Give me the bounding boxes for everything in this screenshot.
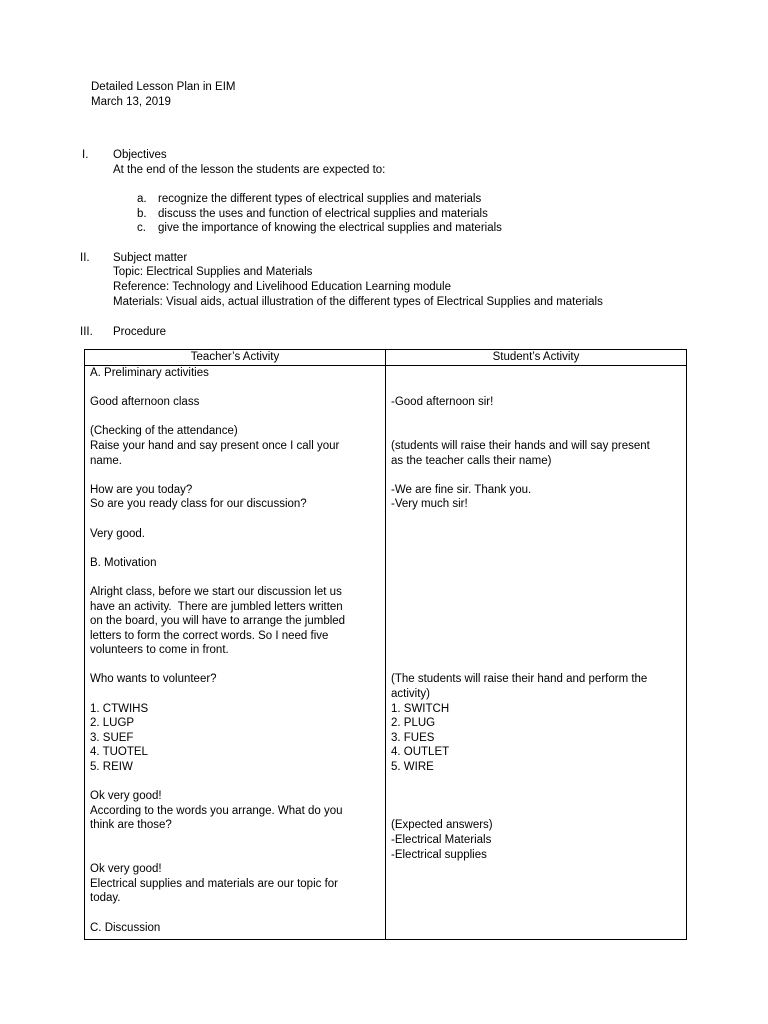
activity-line: Very good.: [90, 527, 145, 540]
activity-line: as the teacher calls their name): [391, 454, 552, 467]
activity-line: 5. WIRE: [391, 761, 434, 774]
activity-line: think are those?: [90, 819, 172, 832]
activity-line: [90, 381, 380, 396]
activity-line: name.: [90, 454, 122, 467]
activity-line: [90, 906, 380, 921]
student-activity-header: Student’s Activity: [386, 350, 687, 366]
activity-line: [90, 658, 380, 673]
activity-line: A. Preliminary activities: [90, 367, 209, 379]
activity-line: 2. PLUG: [391, 717, 436, 730]
table-header-row: [85, 350, 687, 366]
section-number: III.: [80, 326, 93, 338]
activity-line: [391, 775, 681, 790]
section-number: I.: [82, 149, 89, 161]
activity-line: [90, 541, 380, 556]
document-date: March 13, 2019: [91, 95, 171, 108]
activity-line: Ok very good!: [90, 863, 162, 876]
list-item: give the importance of knowing the electrical supplies and materials: [158, 222, 502, 234]
activity-line: Who wants to volunteer?: [90, 673, 217, 686]
activity-line: [391, 366, 681, 381]
activity-line: 4. OUTLET: [391, 746, 450, 759]
activity-line: have an activity. There are jumbled letters written: [90, 600, 343, 613]
activity-line: -Electrical supplies: [391, 848, 487, 861]
activity-line: 1. CTWIHS: [90, 702, 149, 715]
activity-line: today.: [90, 892, 121, 905]
activity-line: 3. FUES: [391, 731, 435, 744]
teacher-activity-cell: [85, 366, 386, 940]
list-letter: c.: [137, 222, 146, 234]
activity-line: 3. SUEF: [90, 731, 134, 744]
activity-line: [90, 570, 380, 585]
activity-line: [90, 410, 380, 425]
list-letter: a.: [137, 193, 147, 205]
activity-line: -Very much sir!: [391, 498, 468, 511]
document-title: Detailed Lesson Plan in EIM: [91, 81, 236, 93]
list-item: recognize the different types of electrical supplies and materials: [158, 193, 482, 205]
activity-line: [391, 585, 681, 600]
document-header: [91, 80, 235, 109]
activity-line: [391, 789, 681, 804]
activity-line: [391, 527, 681, 542]
activity-line: Electrical supplies and materials are our topic for: [90, 877, 339, 890]
list-item: discuss the uses and function of electrical supplies and materials: [158, 208, 488, 220]
section-title: Procedure: [113, 326, 167, 338]
activity-line: [391, 381, 681, 396]
activity-line: Good afternoon class: [90, 396, 200, 409]
activity-line: Raise your hand and say present once I call your: [90, 439, 340, 452]
activity-line: -We are fine sir. Thank you.: [391, 483, 532, 496]
teacher-activity-header: Teacher’s Activity: [85, 350, 386, 366]
activity-line: [90, 468, 380, 483]
activity-line: [391, 541, 681, 556]
section-number: II.: [80, 252, 90, 264]
activity-line: [90, 848, 380, 863]
section-title: Subject matter: [113, 252, 188, 264]
activity-line: B. Motivation: [90, 556, 157, 569]
activity-line: activity): [391, 688, 430, 701]
activity-line: How are you today?: [90, 483, 193, 496]
list-letter: b.: [137, 208, 147, 220]
activity-line: [90, 833, 380, 848]
activity-line: [90, 775, 380, 790]
activity-line: According to the words you arrange. What do you: [90, 804, 343, 817]
activity-line: (students will raise their hands and will say present: [391, 439, 650, 452]
activity-line: [90, 687, 380, 702]
activity-line: 2. LUGP: [90, 717, 135, 730]
activity-line: volunteers to come in front.: [90, 644, 229, 657]
activity-line: Alright class, before we start our discussion let us: [90, 585, 342, 598]
activity-line: [391, 556, 681, 571]
activity-line: (Expected answers): [391, 819, 493, 832]
activity-line: Ok very good!: [90, 790, 162, 803]
subject-materials: Materials: Visual aids, actual illustration of the different types of Electrical Supplies and materials: [113, 296, 603, 308]
activity-line: [391, 468, 681, 483]
subject-reference: Reference: Technology and Livelihood Education Learning module: [113, 281, 451, 293]
activity-line: [391, 658, 681, 673]
objectives-intro: At the end of the lesson the students are expected to:: [113, 164, 386, 176]
activity-line: [391, 629, 681, 644]
activity-line: letters to form the correct words. So I need five: [90, 629, 329, 642]
activity-line: (The students will raise their hand and perform the: [391, 673, 648, 686]
activity-line: [391, 570, 681, 585]
subject-topic: Topic: Electrical Supplies and Materials: [113, 266, 313, 278]
activity-line: on the board, you will have to arrange the jumbled: [90, 615, 346, 628]
student-activity-cell: [386, 366, 687, 940]
activity-line: [391, 804, 681, 819]
activity-line: [391, 600, 681, 615]
activity-line: [391, 614, 681, 629]
activity-line: [90, 512, 380, 527]
activity-line: [391, 424, 681, 439]
activity-line: [391, 410, 681, 425]
activity-line: So are you ready class for our discussion?: [90, 498, 307, 511]
activity-line: -Electrical Materials: [391, 834, 492, 846]
procedure-table: [84, 349, 687, 940]
activity-line: -Good afternoon sir!: [391, 396, 494, 409]
section-title: Objectives: [113, 149, 167, 161]
activity-line: 1. SWITCH: [391, 702, 450, 715]
table-row: [85, 366, 687, 940]
activity-line: 5. REIW: [90, 761, 133, 774]
activity-line: 4. TUOTEL: [90, 746, 148, 759]
activity-line: [391, 643, 681, 658]
activity-line: C. Discussion: [90, 921, 161, 934]
activity-line: [391, 512, 681, 527]
activity-line: (Checking of the attendance): [90, 425, 238, 438]
